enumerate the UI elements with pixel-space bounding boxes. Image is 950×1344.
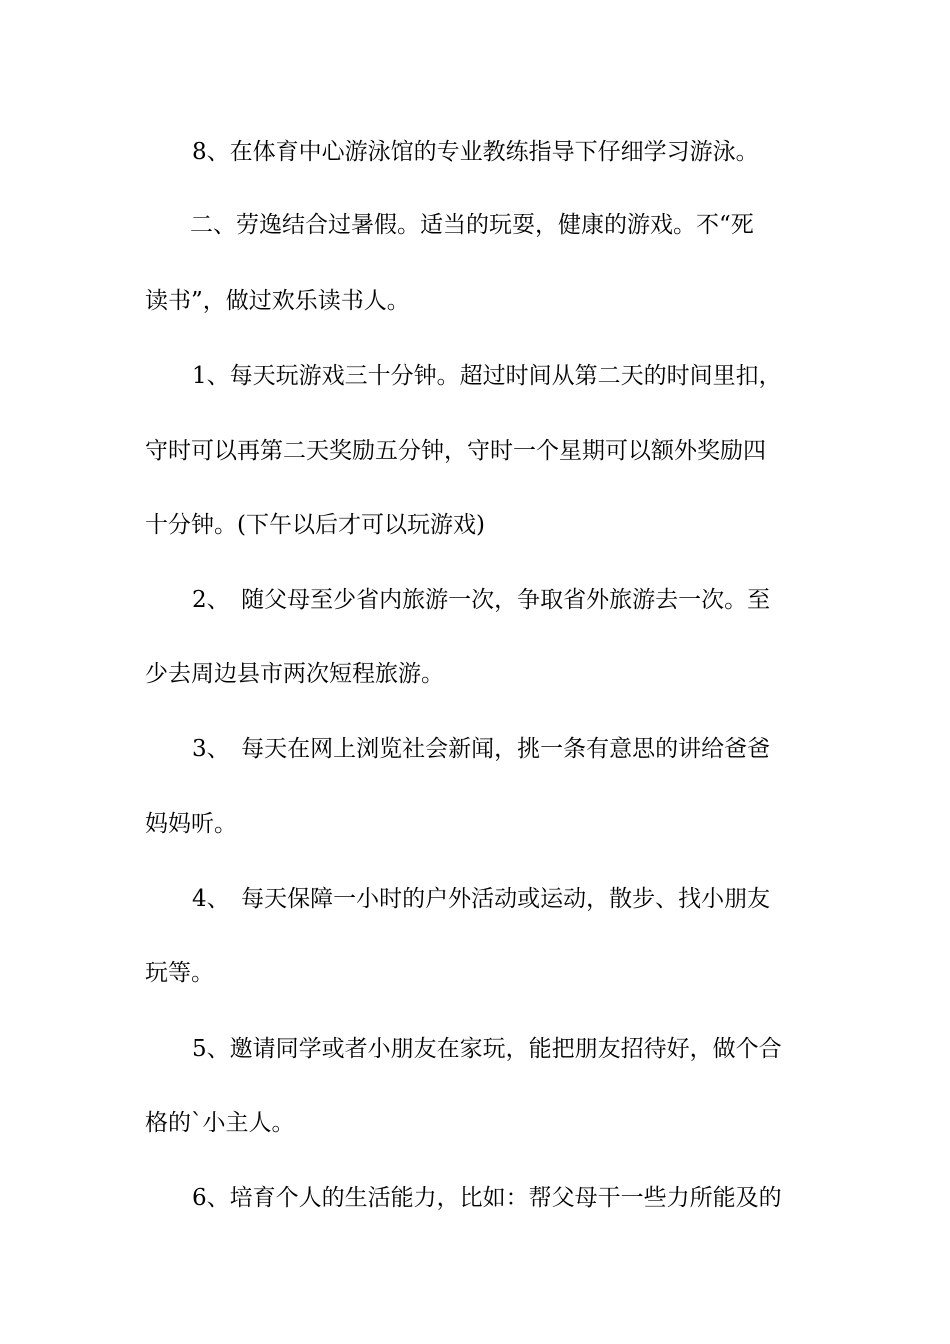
text-line-7: 2、 随父母至少省内旅游一次，争取省外旅游去一次。至: [192, 587, 771, 613]
text-line-14: 格的`小主人。: [145, 1110, 295, 1136]
text-line-11: 4、 每天保障一小时的户外活动或运动，散步、找小朋友: [192, 886, 771, 912]
text-line-5: 守时可以再第二天奖励五分钟，守时一个星期可以额外奖励四: [145, 438, 766, 464]
text-line-1: 8、在体育中心游泳馆的专业教练指导下仔细学习游泳。: [192, 139, 759, 165]
text-line-10: 妈妈听。: [145, 811, 237, 837]
text-line-3: 读书”，做过欢乐读书人。: [145, 288, 410, 314]
text-line-6: 十分钟。(下午以后才可以玩游戏): [145, 512, 485, 538]
text-line-4: 1、每天玩游戏三十分钟。超过时间从第二天的时间里扣，: [192, 363, 782, 389]
text-line-13: 5、邀请同学或者小朋友在家玩，能把朋友招待好，做个合: [192, 1036, 782, 1062]
text-line-15: 6、培育个人的生活能力，比如：帮父母干一些力所能及的: [192, 1185, 782, 1211]
text-line-8: 少去周边县市两次短程旅游。: [145, 661, 444, 687]
text-line-12: 玩等。: [145, 960, 214, 986]
text-line-2: 二、劳逸结合过暑假。适当的玩耍，健康的游戏。不“死: [190, 212, 754, 238]
text-line-9: 3、 每天在网上浏览社会新闻，挑一条有意思的讲给爸爸: [192, 736, 771, 762]
